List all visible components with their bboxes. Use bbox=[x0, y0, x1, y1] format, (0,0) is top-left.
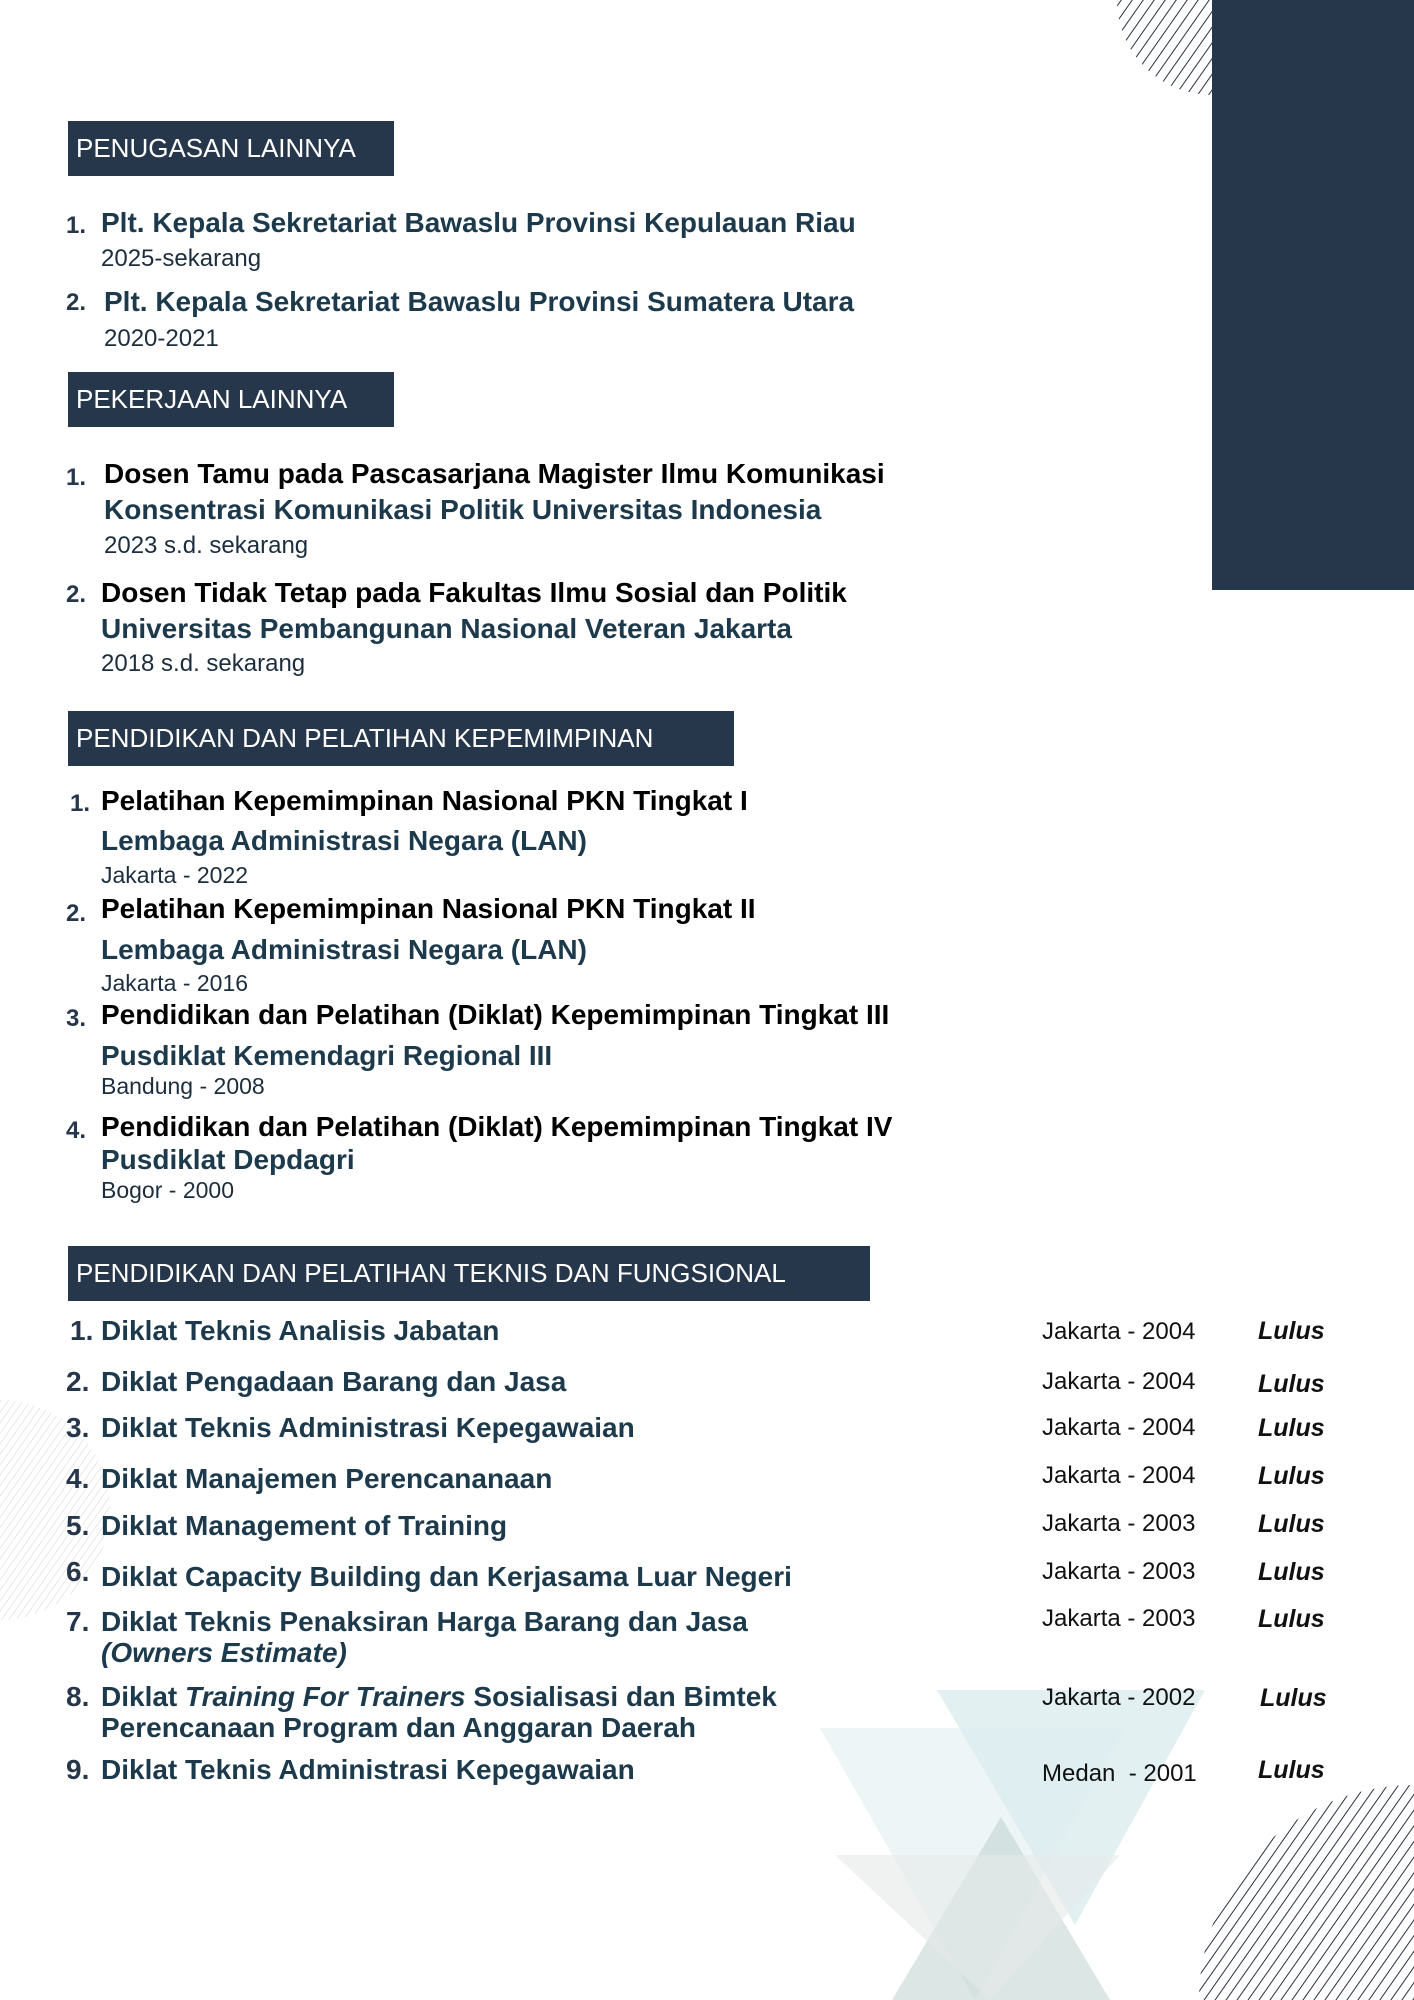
item-number: 2. bbox=[66, 1366, 90, 1397]
item-place: Jakarta - 2004 bbox=[1042, 1414, 1196, 1441]
status-label: Lulus bbox=[1258, 1756, 1325, 1784]
item-number: 1. bbox=[70, 1315, 94, 1346]
status-label: Lulus bbox=[1258, 1510, 1325, 1538]
item-number: 7. bbox=[66, 1606, 90, 1637]
status-label: Lulus bbox=[1260, 1684, 1327, 1712]
item-place: Jakarta - 2003 bbox=[1042, 1510, 1196, 1537]
item-title: Diklat Teknis Administrasi Kepegawaian bbox=[101, 1754, 635, 1785]
item-place: Jakarta - 2003 bbox=[1042, 1605, 1196, 1632]
item-title bbox=[101, 1681, 777, 1713]
item-title: Dosen Tidak Tetap pada Fakultas Ilmu Sosial dan Politik bbox=[101, 577, 847, 608]
item-number: 8. bbox=[66, 1681, 90, 1712]
section-header-pekerjaan: PEKERJAAN LAINNYA bbox=[68, 372, 394, 427]
item-number: 9. bbox=[66, 1754, 90, 1785]
item-place: Bandung - 2008 bbox=[101, 1073, 265, 1099]
item-title: Pendidikan dan Pelatihan (Diklat) Kepemimpinan Tingkat IV bbox=[101, 1111, 893, 1142]
item-title: Diklat Management of Training bbox=[101, 1510, 508, 1541]
item-place: Jakarta - 2004 bbox=[1042, 1318, 1196, 1345]
item-place: Jakarta - 2002 bbox=[1042, 1684, 1196, 1711]
status-label: Lulus bbox=[1258, 1370, 1325, 1398]
hatched-circle-top bbox=[1117, 0, 1212, 95]
item-number: 4. bbox=[66, 1117, 87, 1144]
item-title: Diklat Manajemen Perencananaan bbox=[101, 1463, 553, 1494]
item-title: Pendidikan dan Pelatihan (Diklat) Kepemimpinan Tingkat III bbox=[101, 999, 890, 1030]
item-org: Konsentrasi Komunikasi Politik Universitas Indonesia bbox=[104, 494, 822, 525]
section-header-teknis: PENDIDIKAN DAN PELATIHAN TEKNIS DAN FUNGSIONAL bbox=[68, 1246, 870, 1301]
item-number: 5. bbox=[66, 1510, 90, 1541]
title-italic-part: Training For Trainers bbox=[185, 1681, 466, 1712]
item-place: Jakarta - 2004 bbox=[1042, 1368, 1196, 1395]
item-title: Diklat Teknis Administrasi Kepegawaian bbox=[101, 1412, 635, 1443]
item-period: 2023 s.d. sekarang bbox=[104, 532, 309, 559]
item-org: Lembaga Administrasi Negara (LAN) bbox=[101, 825, 587, 856]
item-number: 2. bbox=[66, 900, 87, 927]
item-title: Diklat Teknis Penaksiran Harga Barang dan Jasa bbox=[101, 1606, 748, 1637]
item-title: Diklat Teknis Analisis Jabatan bbox=[101, 1315, 500, 1346]
item-place: Medan - 2001 bbox=[1042, 1760, 1197, 1787]
item-title: Pelatihan Kepemimpinan Nasional PKN Tingkat II bbox=[101, 893, 756, 924]
section-header-kepemimpinan: PENDIDIKAN DAN PELATIHAN KEPEMIMPINAN bbox=[68, 711, 734, 766]
status-label: Lulus bbox=[1258, 1414, 1325, 1442]
section-header-penugasan: PENUGASAN LAINNYA bbox=[68, 121, 394, 176]
item-period: 2020-2021 bbox=[104, 325, 219, 352]
item-number: 1. bbox=[66, 464, 87, 491]
item-org: Pusdiklat Depdagri bbox=[101, 1144, 355, 1175]
item-number: 6. bbox=[66, 1556, 90, 1587]
status-label: Lulus bbox=[1258, 1317, 1325, 1345]
status-label: Lulus bbox=[1258, 1605, 1325, 1633]
item-number: 3. bbox=[66, 1005, 87, 1032]
item-number: 1. bbox=[66, 212, 87, 239]
item-org: Pusdiklat Kemendagri Regional III bbox=[101, 1040, 553, 1071]
item-number: 3. bbox=[66, 1412, 90, 1443]
item-number: 2. bbox=[66, 289, 87, 316]
item-number: 2. bbox=[66, 581, 87, 608]
item-title: Plt. Kepala Sekretariat Bawaslu Provinsi Sumatera Utara bbox=[104, 286, 855, 317]
accent-band bbox=[1212, 0, 1414, 590]
item-title-line2: Perencanaan Program dan Anggaran Daerah bbox=[101, 1712, 696, 1743]
item-number: 4. bbox=[66, 1463, 90, 1494]
status-label: Lulus bbox=[1258, 1558, 1325, 1586]
item-period: 2018 s.d. sekarang bbox=[101, 650, 306, 677]
item-title: Dosen Tamu pada Pascasarjana Magister Ilmu Komunikasi bbox=[104, 458, 885, 489]
item-org: Lembaga Administrasi Negara (LAN) bbox=[101, 934, 587, 965]
item-place: Jakarta - 2003 bbox=[1042, 1558, 1196, 1585]
status-label: Lulus bbox=[1258, 1462, 1325, 1490]
item-place: Bogor - 2000 bbox=[101, 1177, 234, 1203]
item-title: Plt. Kepala Sekretariat Bawaslu Provinsi Kepulauan Riau bbox=[101, 207, 856, 238]
item-number: 1. bbox=[70, 790, 91, 817]
item-title: Diklat Pengadaan Barang dan Jasa bbox=[101, 1366, 567, 1397]
item-place: Jakarta - 2004 bbox=[1042, 1462, 1196, 1489]
item-period: 2025-sekarang bbox=[101, 245, 262, 272]
item-place: Jakarta - 2022 bbox=[101, 862, 249, 888]
item-place: Jakarta - 2016 bbox=[101, 970, 249, 996]
title-part: Sosialisasi dan Bimtek bbox=[465, 1681, 777, 1712]
item-title: Diklat Capacity Building dan Kerjasama Luar Negeri bbox=[101, 1561, 792, 1592]
title-part: Diklat bbox=[101, 1681, 186, 1712]
hatched-circle-bottom bbox=[1199, 1785, 1414, 2000]
hatched-circle-left bbox=[0, 1400, 110, 1620]
item-title: Pelatihan Kepemimpinan Nasional PKN Tingkat I bbox=[101, 785, 748, 816]
item-title-line2: (Owners Estimate) bbox=[101, 1637, 347, 1668]
item-org: Universitas Pembangunan Nasional Veteran Jakarta bbox=[101, 613, 792, 644]
